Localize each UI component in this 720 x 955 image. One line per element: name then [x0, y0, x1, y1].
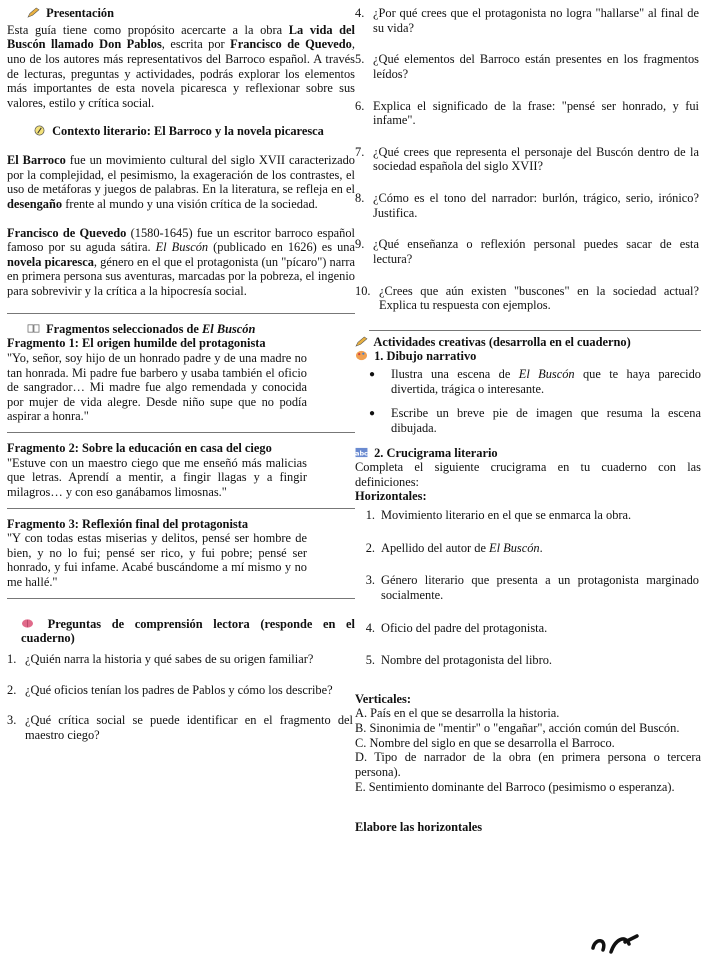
question-item: [355, 191, 701, 220]
horizontales-title: Horizontales:: [355, 489, 427, 504]
question-number: 7.: [355, 144, 365, 159]
clue-number: 3.: [365, 573, 375, 588]
fragment-2-text: "Estuve con un maestro ciego que me enseñó más malicias que letras. Aprendí a mentir, a fingir llagas y a fingir milagros… y con eso ganábamos limosnas.": [7, 455, 307, 499]
question-item: [355, 145, 701, 174]
clue-text: Género literario que presenta a un protagonista marginado socialmente.: [381, 573, 699, 602]
contexto-heading-text: Contexto literario: El Barroco y la novela picaresca: [52, 124, 324, 139]
question-text: ¿Quién narra la historia y qué sabes de su origen familiar?: [25, 651, 314, 666]
crossword-clue-vertical: C. Nombre del siglo en que se desarrolla el Barroco.: [355, 735, 615, 750]
contexto-p2-a: (1580-1645) fue un escritor barroco español famoso por su aguda sátira.: [7, 225, 355, 255]
question-text: ¿Qué enseñanza o reflexión personal puedes sacar de esta lectura?: [373, 237, 699, 266]
question-number: 8.: [355, 191, 365, 205]
work-title: La vida del Buscón llamado Don Pablos: [7, 22, 355, 52]
picaresca-term: novela picaresca: [7, 254, 94, 269]
question-number: 9.: [355, 237, 365, 252]
questions-right: [355, 6, 701, 313]
clue-number: 4.: [365, 620, 375, 635]
clue-text: Nombre del protagonista del libro.: [381, 653, 553, 668]
fragment-3-text: "Y con todas estas miserias y delitos, pensé ser hombre de bien, y no lo fui; pensé ser rico, y fui pobre; pensé ser honrado, y fui infame. Acabé buscándome a mí mismo y no me hallé.": [7, 531, 307, 589]
crucigrama-heading: [355, 446, 701, 461]
bullet-2-text: Escribe un breve pie de imagen que resuma la escena dibujada.: [391, 406, 701, 435]
pencil-icon: [355, 336, 368, 347]
clue-text: Movimiento literario en el que se enmarca la obra.: [381, 508, 632, 522]
desengano-term: desengaño: [7, 196, 63, 211]
presentacion-text-c: , uno de los autores más representativos del Barroco español. A través de lecturas, preguntas y actividades, podrás explorar los elementos más importantes de esta novela picaresca y reflexionar sobre sus valores, estilo y crítica social.: [7, 37, 355, 110]
dibujo-heading: [355, 349, 701, 364]
bullet-icon: ●: [369, 408, 376, 420]
horizontales-list: [355, 508, 701, 668]
right-column: [355, 6, 701, 835]
list-item: [369, 406, 701, 435]
actividades-heading: [355, 335, 701, 350]
left-column: [7, 6, 355, 758]
question-number: 2.: [7, 682, 17, 697]
question-text: ¿Crees que aún existen "buscones" en la sociedad actual? Explica tu respuesta con ejemplos.: [379, 283, 699, 313]
question-number: 5.: [355, 52, 365, 67]
question-item: [355, 284, 701, 313]
quevedo-term: Francisco de Quevedo: [7, 225, 127, 240]
clue-text: [381, 541, 699, 556]
clue-text: Oficio del padre del protagonista.: [381, 620, 548, 635]
crossword-clue: [355, 621, 701, 636]
crossword-clue-vertical: B. Sinonimia de "mentir" o "engañar", acción común del Buscón.: [355, 721, 680, 735]
question-number: 10.: [355, 283, 371, 298]
question-number: 3.: [7, 713, 17, 728]
fragment-3-title: Fragmento 3: Reflexión final del protagonista: [7, 516, 249, 531]
presentacion-text-b: , escrita por: [161, 37, 231, 52]
elabore-text: Elabore las horizontales: [355, 820, 483, 835]
bullet-1-text: [391, 367, 701, 396]
actividades-heading-text: Actividades creativas (desarrolla en el cuaderno): [373, 334, 631, 349]
verticales-list: [355, 706, 701, 794]
question-item: [7, 713, 355, 742]
bullet-1-a: Ilustra una escena de: [391, 367, 519, 381]
fragment-1-title: Fragmento 1: El origen humilde del protagonista: [7, 336, 266, 351]
crossword-clue-vertical: E. Sentimiento dominante del Barroco (pesimismo o esperanza).: [355, 779, 675, 794]
divider: [7, 432, 355, 433]
crossword-clue: [355, 541, 701, 556]
contexto-p1-a: fue un movimiento cultural del siglo XVII caracterizado por la complejidad, el pesimismo, la exageración de los contrastes, el uso de metáforas y juegos de palabras. En la literatura, se refleja en el: [7, 153, 355, 197]
compass-icon: [33, 125, 46, 136]
fragmentos-heading: [27, 322, 355, 337]
fragmentos-heading-a: Fragmentos seleccionados de: [46, 321, 203, 336]
fragmentos-heading-italic: El Buscón: [202, 321, 256, 336]
question-item: [355, 99, 701, 128]
question-text: ¿Cómo es el tono del narrador: burlón, trágico, serio, irónico? Justifica.: [373, 191, 699, 220]
crossword-clue: [355, 653, 701, 668]
questions-left: [7, 652, 355, 743]
pencil-icon: [27, 7, 40, 18]
bullet-1-b: que te haya parecido divertida, trágica o interesante.: [391, 367, 701, 396]
author-name: Francisco de Quevedo: [230, 37, 352, 52]
question-text: ¿Qué oficios tenían los padres de Pablos y cómo los describe?: [25, 682, 333, 697]
crossword-clue-vertical: D. Tipo de narrador de la obra (en primera persona o tercera persona).: [355, 750, 701, 779]
presentacion-text: [7, 23, 355, 111]
verticales-title: Verticales:: [355, 691, 411, 706]
question-text: ¿Qué crees que representa el personaje del Buscón dentro de la sociedad española del siglo XVII?: [373, 144, 699, 174]
question-item: [355, 52, 701, 81]
presentacion-text-a: Esta guía tiene como propósito acercarte a la obra: [7, 22, 289, 37]
bullet-icon: ●: [369, 369, 376, 380]
divider: [369, 330, 701, 331]
question-number: 6.: [355, 98, 365, 113]
fragment-1-text: "Yo, señor, soy hijo de un honrado padre y de una madre no tan honrada. Mi padre fue barbero y usaba también el oficio de sangrador… Mi madre fue algo remendada y conocida por mujer de vida alegre. Desde niño supe que no podía aspirar a honra.": [7, 350, 307, 424]
fragment-2-title: Fragmento 2: Sobre la educación en casa del ciego: [7, 441, 272, 455]
crossword-clue-vertical: A. País en el que se desarrolla la historia.: [355, 706, 560, 721]
question-text: ¿Por qué crees que el protagonista no logra "hallarse" al final de su vida?: [373, 6, 699, 35]
contexto-p2-b: (publicado en 1626) es una: [208, 240, 356, 255]
divider: [7, 313, 355, 314]
clue-text-a: Apellido del autor de: [381, 540, 490, 555]
divider: [7, 508, 355, 509]
palette-icon: [355, 350, 368, 361]
divider: [7, 598, 355, 599]
question-number: 4.: [355, 6, 365, 20]
clue-text-b: .: [539, 540, 543, 555]
question-text: ¿Qué elementos del Barroco están presentes en los fragmentos leídos?: [373, 52, 699, 81]
question-item: [7, 652, 355, 667]
preguntas-heading-text: Preguntas de comprensión lectora (responde en el cuaderno): [21, 616, 355, 646]
clue-number: 1.: [365, 508, 375, 522]
question-item: [355, 237, 701, 266]
brain-icon: [21, 618, 34, 629]
crossword-clue: [355, 573, 701, 602]
preguntas-heading: [21, 617, 355, 646]
question-item: [355, 6, 701, 35]
crossword-clue: [355, 508, 701, 523]
contexto-p2-c: , género en el que el protagonista (un "pícaro") narra en primera persona sus aventuras, marcadas por la pobreza, el ingenio para sobrevivir y la crítica a la hipocresía social.: [7, 254, 355, 298]
svg-text:abc: abc: [355, 448, 368, 457]
book-icon: [27, 323, 40, 334]
presentacion-heading: [27, 6, 355, 21]
crucigrama-title: 2. Crucigrama literario: [374, 445, 498, 460]
question-item: [7, 683, 355, 698]
abc-icon: [355, 447, 368, 458]
question-text: Explica el significado de la frase: "pensé ser honrado, y fui infame".: [373, 98, 699, 128]
contexto-heading: [33, 124, 343, 139]
contexto-paragraph-1: [7, 153, 355, 212]
clue-number: 2.: [365, 540, 375, 555]
handwriting-mark: [585, 930, 655, 955]
contexto-p1-b: frente al mundo y una visión crítica de la sociedad.: [62, 196, 318, 211]
barroco-term: El Barroco: [7, 153, 66, 167]
question-text: ¿Qué crítica social se puede identificar en el fragmento del maestro ciego?: [25, 713, 353, 742]
clue-text-italic: El Buscón: [489, 540, 540, 555]
presentacion-title: Presentación: [46, 6, 115, 20]
dibujo-title: 1. Dibujo narrativo: [374, 349, 477, 364]
bullet-1-italic: El Buscón: [518, 367, 575, 381]
crucigrama-intro: Completa el siguiente crucigrama en tu cuaderno con las definiciones:: [355, 460, 701, 489]
list-item: [369, 367, 701, 396]
clue-number: 5.: [365, 653, 375, 668]
contexto-paragraph-2: [7, 226, 355, 299]
question-number: 1.: [7, 651, 17, 666]
buscon-italic: El Buscón: [155, 240, 209, 255]
